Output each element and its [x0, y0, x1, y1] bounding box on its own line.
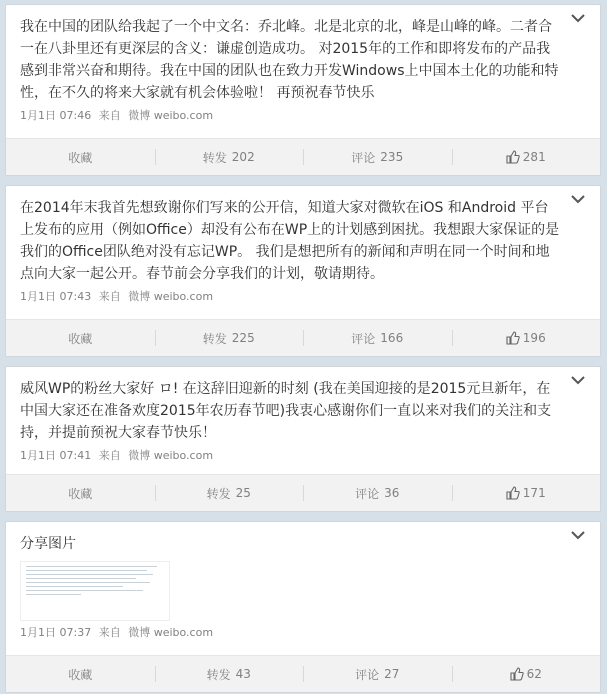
repost-label: 转发	[206, 486, 231, 501]
post-meta	[20, 288, 560, 306]
like-count: 196	[522, 331, 546, 345]
like-button[interactable]	[452, 475, 601, 511]
like-button[interactable]	[452, 139, 601, 175]
post-source[interactable]: 微博 weibo.com	[128, 290, 214, 303]
post-actions	[6, 474, 600, 511]
comment-label: 评论	[355, 667, 380, 682]
like-count: 281	[522, 150, 546, 164]
repost-button[interactable]	[155, 320, 304, 356]
thumbnail-text-line	[26, 570, 147, 571]
post-meta	[20, 624, 560, 642]
post-text: 在2014年末我首先想致谢你们写来的公开信，知道大家对微软在iOS 和Android 平台上发布的应用（例如Office）却没有公布在WP上的计划感到困扰。我想跟大家保证的是我们的Office团队绝对没有忘记WP。 我们是想把所有的新闻和声明在同一个时间和地点向大家一起公开。春节前会分享我们的计划，敬请期待。	[20, 200, 560, 282]
thumbs-up-icon	[506, 331, 520, 345]
repost-label: 转发	[206, 667, 231, 682]
favorite-label: 收藏	[68, 486, 93, 501]
post-actions	[6, 655, 600, 692]
thumbs-up-icon	[506, 150, 520, 164]
repost-button[interactable]	[155, 139, 304, 175]
thumbnail-text-line	[26, 594, 81, 595]
repost-button[interactable]	[155, 656, 304, 692]
comment-count: 27	[384, 667, 400, 681]
repost-label: 转发	[202, 150, 227, 165]
thumbnail-text-line	[26, 582, 150, 583]
post-time[interactable]: 1月1日 07:41	[20, 449, 92, 462]
comment-label: 评论	[351, 150, 376, 165]
post-meta	[20, 447, 560, 465]
favorite-label: 收藏	[68, 667, 93, 682]
comment-button[interactable]	[303, 320, 452, 356]
comment-button[interactable]	[303, 139, 452, 175]
comment-button[interactable]	[303, 656, 452, 692]
thumbnail-text-line	[26, 574, 153, 575]
favorite-button[interactable]	[6, 139, 155, 175]
thumbs-up-icon	[506, 486, 520, 500]
post-source[interactable]: 微博 weibo.com	[128, 449, 214, 462]
post-text: 我在中国的团队给我起了一个中文名：乔北峰。北是北京的北，峰是山峰的峰。二者合一在八卦里还有更深层的含义：谦虚创造成功。 对2015年的工作和即将发布的产品我感到非常兴奋和期待。我在中国的团队也在致力开发Windows上中国本土化的功能和特性，在不久的将来大家就有机会体验啦！ 再预祝春节快乐	[20, 19, 559, 101]
post-actions	[6, 138, 600, 175]
thumbnail-text-line	[26, 578, 136, 579]
favorite-label: 收藏	[68, 150, 93, 165]
thumbs-up-icon	[510, 667, 524, 681]
post-text: 分享图片	[20, 536, 76, 552]
repost-count: 225	[231, 331, 255, 345]
post-text: 威风WP的粉丝大家好 ロ! 在这辞旧迎新的时刻 (我在美国迎接的是2015元旦新年，在中国大家还在准备欢度2015年农历春节吧)我衷心感谢你们一直以来对我们的关注和支持，并提前预祝大家春节快乐！	[20, 381, 552, 441]
post-card	[5, 4, 601, 176]
post-time[interactable]: 1月1日 07:46	[20, 109, 92, 122]
post-source-prefix: 来自	[98, 109, 121, 122]
comment-label: 评论	[355, 486, 380, 501]
like-count: 171	[522, 486, 546, 500]
repost-count: 202	[231, 150, 255, 164]
comment-count: 235	[380, 150, 404, 164]
post-card	[5, 521, 601, 693]
post-source[interactable]: 微博 weibo.com	[128, 109, 214, 122]
post-time[interactable]: 1月1日 07:43	[20, 290, 92, 303]
post-source-prefix: 来自	[98, 626, 121, 639]
repost-button[interactable]	[155, 475, 304, 511]
favorite-button[interactable]	[6, 320, 155, 356]
thumbnail-text-line	[26, 590, 143, 591]
comment-button[interactable]	[303, 475, 452, 511]
favorite-button[interactable]	[6, 475, 155, 511]
thumbnail-text-line	[26, 586, 123, 587]
post-actions	[6, 319, 600, 356]
like-button[interactable]	[452, 656, 601, 692]
like-count: 62	[526, 667, 542, 681]
repost-count: 25	[235, 486, 251, 500]
favorite-button[interactable]	[6, 656, 155, 692]
repost-label: 转发	[202, 331, 227, 346]
post-source[interactable]: 微博 weibo.com	[128, 626, 214, 639]
comment-label: 评论	[351, 331, 376, 346]
post-meta	[20, 107, 560, 125]
shared-image-thumbnail[interactable]	[20, 561, 170, 621]
post-card	[5, 366, 601, 512]
repost-count: 43	[235, 667, 251, 681]
post-source-prefix: 来自	[98, 449, 121, 462]
comment-count: 36	[384, 486, 400, 500]
post-source-prefix: 来自	[98, 290, 121, 303]
like-button[interactable]	[452, 320, 601, 356]
thumbnail-text-line	[26, 566, 157, 567]
comment-count: 166	[380, 331, 404, 345]
favorite-label: 收藏	[68, 331, 93, 346]
post-time[interactable]: 1月1日 07:37	[20, 626, 92, 639]
post-card	[5, 185, 601, 357]
